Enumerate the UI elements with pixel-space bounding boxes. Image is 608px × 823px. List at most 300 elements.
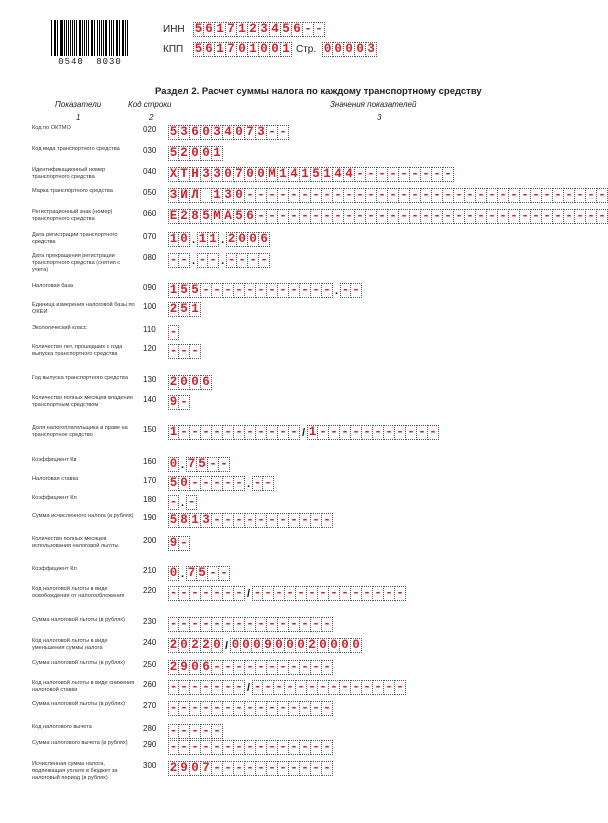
- field-cell[interactable]: -: [256, 660, 267, 675]
- field-cells[interactable]: [168, 302, 201, 317]
- field-cell[interactable]: 3: [212, 125, 223, 140]
- field-cell[interactable]: -: [201, 476, 212, 491]
- field-cells[interactable]: [168, 167, 454, 182]
- field-cell[interactable]: -: [384, 680, 395, 695]
- field-cells[interactable]: [168, 617, 333, 632]
- field-cell[interactable]: -: [223, 680, 234, 695]
- field-cell[interactable]: -: [417, 425, 428, 440]
- field-cell[interactable]: -: [322, 209, 333, 224]
- field-cell[interactable]: 2: [307, 638, 318, 653]
- field-cell[interactable]: 0: [237, 232, 248, 247]
- field-cell[interactable]: -: [289, 425, 300, 440]
- field-cell[interactable]: -: [388, 167, 399, 182]
- field-cell[interactable]: -: [253, 586, 262, 601]
- field-cell[interactable]: -: [267, 740, 278, 755]
- field-cell[interactable]: -: [179, 740, 190, 755]
- field-cell[interactable]: -: [234, 513, 245, 528]
- field-cell[interactable]: -: [234, 586, 245, 601]
- field-cell[interactable]: 5: [201, 209, 212, 224]
- field-cell[interactable]: -: [212, 513, 223, 528]
- field-cell[interactable]: -: [377, 209, 388, 224]
- field-cells[interactable]: [186, 495, 197, 510]
- field-cell[interactable]: -: [245, 701, 256, 716]
- field-cell[interactable]: 0: [190, 146, 201, 161]
- field-cells[interactable]: [168, 344, 201, 359]
- field-cell[interactable]: -: [597, 209, 608, 224]
- field-cell[interactable]: -: [169, 495, 178, 510]
- field-cell[interactable]: -: [289, 283, 300, 298]
- field-cell[interactable]: 7: [201, 761, 212, 776]
- field-cell[interactable]: -: [318, 586, 329, 601]
- field-cell[interactable]: -: [227, 253, 236, 268]
- field-cell[interactable]: -: [351, 586, 362, 601]
- field-cell[interactable]: 9: [179, 761, 190, 776]
- field-cell[interactable]: -: [395, 425, 406, 440]
- page-cells-cell[interactable]: 0: [344, 42, 355, 57]
- field-cell[interactable]: -: [208, 253, 219, 268]
- field-cell[interactable]: -: [366, 209, 377, 224]
- field-cell[interactable]: -: [190, 680, 201, 695]
- field-cell[interactable]: -: [289, 740, 300, 755]
- field-cell[interactable]: -: [531, 209, 542, 224]
- field-cell[interactable]: 2: [169, 302, 178, 317]
- field-cell[interactable]: -: [179, 617, 190, 632]
- field-cell[interactable]: -: [322, 188, 333, 203]
- kpp-cells-cell[interactable]: 7: [226, 42, 237, 57]
- field-cell[interactable]: -: [259, 253, 270, 268]
- field-cell[interactable]: -: [223, 701, 234, 716]
- field-cell[interactable]: -: [198, 253, 207, 268]
- field-cell[interactable]: -: [362, 425, 373, 440]
- field-cell[interactable]: -: [212, 724, 223, 739]
- field-cell[interactable]: -: [377, 167, 388, 182]
- field-cell[interactable]: -: [311, 701, 322, 716]
- field-cell[interactable]: 3: [201, 167, 212, 182]
- field-cell[interactable]: 1: [169, 283, 178, 298]
- field-cells[interactable]: [197, 253, 219, 268]
- field-cell[interactable]: 0: [179, 232, 190, 247]
- field-cell[interactable]: -: [553, 209, 564, 224]
- field-cell[interactable]: -: [344, 209, 355, 224]
- field-cell[interactable]: -: [586, 188, 597, 203]
- field-cells[interactable]: [197, 232, 219, 247]
- field-cell[interactable]: 2: [169, 761, 178, 776]
- field-cell[interactable]: 3: [256, 125, 267, 140]
- field-cell[interactable]: -: [384, 425, 395, 440]
- field-cell[interactable]: -: [410, 209, 421, 224]
- field-cell[interactable]: -: [362, 680, 373, 695]
- field-cells[interactable]: [168, 701, 333, 716]
- field-cell[interactable]: -: [234, 680, 245, 695]
- field-cell[interactable]: 3: [212, 167, 223, 182]
- field-cell[interactable]: -: [234, 617, 245, 632]
- field-cell[interactable]: -: [542, 209, 553, 224]
- field-cell[interactable]: -: [245, 617, 256, 632]
- field-cell[interactable]: -: [377, 188, 388, 203]
- field-cell[interactable]: 6: [190, 125, 201, 140]
- field-cell[interactable]: -: [307, 680, 318, 695]
- field-cell[interactable]: -: [256, 740, 267, 755]
- field-cell[interactable]: -: [245, 283, 256, 298]
- field-cell[interactable]: -: [443, 188, 454, 203]
- field-cell[interactable]: -: [476, 209, 487, 224]
- field-cell[interactable]: -: [223, 476, 234, 491]
- field-cell[interactable]: И: [179, 188, 190, 203]
- field-cell[interactable]: -: [432, 209, 443, 224]
- page-cells-cell[interactable]: 3: [366, 42, 377, 57]
- field-cell[interactable]: -: [212, 476, 223, 491]
- field-cell[interactable]: -: [373, 586, 384, 601]
- field-cell[interactable]: -: [278, 701, 289, 716]
- field-cell[interactable]: 0: [285, 638, 296, 653]
- field-cell[interactable]: 2: [179, 209, 190, 224]
- field-cell[interactable]: -: [223, 740, 234, 755]
- field-cell[interactable]: -: [322, 740, 333, 755]
- field-cell[interactable]: -: [289, 617, 300, 632]
- field-cell[interactable]: 0: [234, 188, 245, 203]
- field-cell[interactable]: 1: [278, 167, 289, 182]
- field-cell[interactable]: -: [256, 761, 267, 776]
- field-cell[interactable]: -: [355, 167, 366, 182]
- field-cell[interactable]: 1: [212, 188, 223, 203]
- field-cell[interactable]: -: [179, 253, 190, 268]
- field-cell[interactable]: -: [395, 680, 406, 695]
- field-cell[interactable]: 0: [223, 167, 234, 182]
- field-cell[interactable]: 0: [212, 638, 223, 653]
- inn-cells-cell[interactable]: 1: [237, 22, 248, 37]
- field-cells[interactable]: [168, 125, 289, 140]
- field-cell[interactable]: -: [278, 761, 289, 776]
- field-cell[interactable]: -: [245, 660, 256, 675]
- field-cell[interactable]: -: [289, 209, 300, 224]
- field-cell[interactable]: А: [223, 209, 234, 224]
- field-cell[interactable]: -: [329, 680, 340, 695]
- field-cell[interactable]: 8: [190, 209, 201, 224]
- field-cell[interactable]: -: [267, 513, 278, 528]
- field-cell[interactable]: -: [564, 209, 575, 224]
- field-cell[interactable]: 2: [169, 638, 178, 653]
- field-cell[interactable]: -: [169, 325, 178, 340]
- field-cell[interactable]: -: [212, 680, 223, 695]
- field-cell[interactable]: -: [263, 680, 274, 695]
- field-cell[interactable]: -: [465, 188, 476, 203]
- field-cell[interactable]: -: [476, 188, 487, 203]
- field-cell[interactable]: Е: [169, 209, 178, 224]
- field-cell[interactable]: -: [201, 740, 212, 755]
- field-cell[interactable]: 7: [245, 125, 256, 140]
- field-cell[interactable]: 5: [197, 566, 208, 581]
- field-cell[interactable]: -: [201, 283, 212, 298]
- field-cell[interactable]: -: [399, 188, 410, 203]
- field-cells[interactable]: [168, 680, 245, 695]
- field-cell[interactable]: -: [212, 586, 223, 601]
- field-cell[interactable]: -: [212, 617, 223, 632]
- field-cell[interactable]: Н: [190, 167, 201, 182]
- field-cell[interactable]: 2: [169, 660, 178, 675]
- field-cell[interactable]: 0: [329, 638, 340, 653]
- field-cell[interactable]: -: [509, 188, 520, 203]
- field-cell[interactable]: -: [285, 586, 296, 601]
- field-cell[interactable]: -: [575, 188, 586, 203]
- page-cells-cell[interactable]: 0: [323, 42, 332, 57]
- field-cell[interactable]: -: [322, 761, 333, 776]
- field-cell[interactable]: -: [278, 125, 289, 140]
- field-cell[interactable]: -: [311, 740, 322, 755]
- field-cell[interactable]: -: [190, 344, 201, 359]
- field-cell[interactable]: -: [256, 188, 267, 203]
- field-cell[interactable]: -: [355, 209, 366, 224]
- field-cell[interactable]: -: [520, 209, 531, 224]
- field-cell[interactable]: -: [520, 188, 531, 203]
- field-cell[interactable]: -: [278, 513, 289, 528]
- field-cell[interactable]: -: [245, 740, 256, 755]
- field-cell[interactable]: -: [278, 617, 289, 632]
- field-cell[interactable]: 1: [300, 167, 311, 182]
- field-cell[interactable]: 2: [227, 232, 236, 247]
- field-cell[interactable]: -: [454, 188, 465, 203]
- field-cell[interactable]: -: [384, 586, 395, 601]
- field-cell[interactable]: -: [421, 209, 432, 224]
- field-cell[interactable]: -: [278, 209, 289, 224]
- field-cell[interactable]: -: [190, 476, 201, 491]
- kpp-cells-cell[interactable]: 6: [204, 42, 215, 57]
- field-cell[interactable]: М: [267, 167, 278, 182]
- field-cell[interactable]: 8: [179, 513, 190, 528]
- field-cell[interactable]: 0: [179, 638, 190, 653]
- field-cells[interactable]: [168, 586, 245, 601]
- field-cell[interactable]: 7: [187, 566, 196, 581]
- field-cell[interactable]: -: [274, 586, 285, 601]
- field-cell[interactable]: -: [212, 740, 223, 755]
- field-cell[interactable]: 1: [308, 425, 317, 440]
- field-cell[interactable]: -: [219, 566, 230, 581]
- field-cell[interactable]: -: [179, 724, 190, 739]
- field-cell[interactable]: -: [267, 188, 278, 203]
- field-cells[interactable]: [168, 660, 333, 675]
- field-cell[interactable]: 0: [340, 638, 351, 653]
- field-cell[interactable]: -: [289, 660, 300, 675]
- field-cell[interactable]: -: [201, 425, 212, 440]
- field-cell[interactable]: -: [179, 701, 190, 716]
- field-cells[interactable]: [226, 232, 270, 247]
- field-cells[interactable]: [186, 457, 230, 472]
- kpp-cells-cell[interactable]: 0: [237, 42, 248, 57]
- field-cell[interactable]: -: [300, 283, 311, 298]
- field-cell[interactable]: -: [443, 167, 454, 182]
- field-cell[interactable]: -: [253, 476, 262, 491]
- inn-cells-cell[interactable]: 4: [270, 22, 281, 37]
- inn-cells-cell[interactable]: 7: [226, 22, 237, 37]
- field-cell[interactable]: 1: [169, 232, 178, 247]
- field-cell[interactable]: -: [300, 617, 311, 632]
- field-cell[interactable]: -: [300, 513, 311, 528]
- field-cell[interactable]: -: [179, 680, 190, 695]
- field-cell[interactable]: -: [267, 125, 278, 140]
- field-cell[interactable]: 0: [248, 232, 259, 247]
- field-cells[interactable]: [230, 638, 362, 653]
- field-cell[interactable]: -: [190, 724, 201, 739]
- field-cell[interactable]: -: [586, 209, 597, 224]
- field-cell[interactable]: -: [267, 209, 278, 224]
- field-cell[interactable]: -: [289, 513, 300, 528]
- field-cell[interactable]: -: [333, 209, 344, 224]
- field-cells[interactable]: [252, 586, 406, 601]
- field-cell[interactable]: -: [267, 425, 278, 440]
- field-cell[interactable]: -: [410, 167, 421, 182]
- field-cell[interactable]: -: [212, 761, 223, 776]
- page-cells[interactable]: [322, 42, 377, 57]
- field-cells[interactable]: [168, 325, 179, 340]
- field-cell[interactable]: 0: [179, 476, 190, 491]
- field-cell[interactable]: -: [300, 660, 311, 675]
- field-cell[interactable]: 0: [234, 125, 245, 140]
- field-cell[interactable]: -: [322, 701, 333, 716]
- field-cell[interactable]: 0: [190, 660, 201, 675]
- kpp-cells-cell[interactable]: 0: [259, 42, 270, 57]
- field-cells[interactable]: [168, 457, 179, 472]
- field-cell[interactable]: М: [212, 209, 223, 224]
- field-cell[interactable]: -: [208, 566, 219, 581]
- field-cell[interactable]: -: [296, 586, 307, 601]
- field-cell[interactable]: -: [190, 425, 201, 440]
- field-cell[interactable]: 7: [234, 167, 245, 182]
- field-cell[interactable]: -: [169, 701, 178, 716]
- field-cells[interactable]: [168, 740, 333, 755]
- field-cell[interactable]: -: [322, 513, 333, 528]
- field-cell[interactable]: -: [190, 701, 201, 716]
- field-cell[interactable]: -: [300, 188, 311, 203]
- field-cell[interactable]: -: [318, 425, 329, 440]
- kpp-cells-cell[interactable]: 1: [281, 42, 292, 57]
- field-cell[interactable]: -: [311, 617, 322, 632]
- field-cell[interactable]: -: [454, 209, 465, 224]
- field-cell[interactable]: -: [245, 761, 256, 776]
- field-cell[interactable]: -: [179, 536, 190, 551]
- field-cell[interactable]: -: [388, 188, 399, 203]
- field-cell[interactable]: -: [487, 188, 498, 203]
- field-cell[interactable]: -: [212, 660, 223, 675]
- field-cell[interactable]: -: [256, 425, 267, 440]
- field-cell[interactable]: -: [373, 680, 384, 695]
- field-cell[interactable]: З: [169, 188, 178, 203]
- field-cell[interactable]: -: [201, 586, 212, 601]
- field-cell[interactable]: 4: [289, 167, 300, 182]
- field-cells[interactable]: [168, 283, 333, 298]
- field-cells[interactable]: [168, 566, 179, 581]
- field-cell[interactable]: -: [311, 660, 322, 675]
- field-cell[interactable]: 5: [190, 283, 201, 298]
- field-cell[interactable]: -: [253, 680, 262, 695]
- field-cell[interactable]: 6: [259, 232, 270, 247]
- field-cell[interactable]: -: [487, 209, 498, 224]
- field-cell[interactable]: 0: [231, 638, 240, 653]
- inn-cells-cell[interactable]: 1: [215, 22, 226, 37]
- field-cell[interactable]: -: [564, 188, 575, 203]
- field-cell[interactable]: -: [322, 283, 333, 298]
- field-cell[interactable]: -: [169, 680, 178, 695]
- field-cell[interactable]: -: [340, 425, 351, 440]
- field-cell[interactable]: 0: [169, 566, 178, 581]
- field-cells[interactable]: [252, 476, 274, 491]
- field-cell[interactable]: -: [421, 167, 432, 182]
- field-cell[interactable]: -: [285, 680, 296, 695]
- field-cell[interactable]: -: [219, 457, 230, 472]
- field-cell[interactable]: 0: [252, 638, 263, 653]
- field-cell[interactable]: Т: [179, 167, 190, 182]
- field-cell[interactable]: 4: [344, 167, 355, 182]
- field-cell[interactable]: -: [223, 513, 234, 528]
- field-cell[interactable]: 1: [212, 146, 223, 161]
- field-cell[interactable]: -: [223, 425, 234, 440]
- field-cell[interactable]: -: [329, 586, 340, 601]
- field-cell[interactable]: 3: [201, 513, 212, 528]
- field-cell[interactable]: -: [575, 209, 586, 224]
- field-cell[interactable]: -: [179, 586, 190, 601]
- field-cell[interactable]: -: [245, 513, 256, 528]
- field-cell[interactable]: -: [406, 425, 417, 440]
- field-cell[interactable]: -: [234, 740, 245, 755]
- field-cell[interactable]: -: [322, 617, 333, 632]
- field-cell[interactable]: -: [256, 617, 267, 632]
- field-cell[interactable]: -: [179, 425, 190, 440]
- field-cell[interactable]: -: [498, 188, 509, 203]
- field-cell[interactable]: -: [212, 701, 223, 716]
- field-cell[interactable]: -: [234, 476, 245, 491]
- page-cells-cell[interactable]: 0: [355, 42, 366, 57]
- field-cells[interactable]: [168, 513, 333, 528]
- field-cell[interactable]: 5: [234, 209, 245, 224]
- field-cell[interactable]: 0: [296, 638, 307, 653]
- field-cell[interactable]: -: [399, 167, 410, 182]
- field-cell[interactable]: -: [245, 188, 256, 203]
- field-cell[interactable]: -: [256, 283, 267, 298]
- field-cell[interactable]: -: [300, 740, 311, 755]
- field-cells[interactable]: [340, 283, 362, 298]
- inn-cells-cell[interactable]: 3: [259, 22, 270, 37]
- field-cell[interactable]: -: [432, 167, 443, 182]
- field-cell[interactable]: -: [428, 425, 439, 440]
- field-cell[interactable]: 5: [169, 125, 178, 140]
- field-cell[interactable]: -: [278, 283, 289, 298]
- field-cell[interactable]: -: [296, 680, 307, 695]
- kpp-cells-cell[interactable]: 0: [270, 42, 281, 57]
- field-cell[interactable]: 5: [169, 146, 178, 161]
- field-cell[interactable]: -: [311, 761, 322, 776]
- field-cell[interactable]: 6: [201, 375, 212, 390]
- field-cell[interactable]: 3: [179, 125, 190, 140]
- field-cell[interactable]: -: [322, 660, 333, 675]
- field-cell[interactable]: 1: [190, 513, 201, 528]
- field-cell[interactable]: -: [399, 209, 410, 224]
- field-cell[interactable]: 3: [223, 188, 234, 203]
- field-cell[interactable]: -: [223, 761, 234, 776]
- inn-cells-cell[interactable]: 5: [194, 22, 203, 37]
- field-cell[interactable]: -: [498, 209, 509, 224]
- field-cells[interactable]: [168, 209, 608, 224]
- field-cells[interactable]: [186, 566, 230, 581]
- inn-cells-cell[interactable]: 6: [292, 22, 303, 37]
- field-cell[interactable]: -: [340, 680, 351, 695]
- field-cell[interactable]: -: [351, 425, 362, 440]
- field-cell[interactable]: Л: [190, 188, 201, 203]
- field-cell[interactable]: 9: [169, 395, 178, 410]
- field-cell[interactable]: 0: [274, 638, 285, 653]
- field-cell[interactable]: -: [300, 701, 311, 716]
- field-cell[interactable]: -: [366, 188, 377, 203]
- field-cell[interactable]: -: [267, 701, 278, 716]
- field-cell[interactable]: 2: [179, 146, 190, 161]
- field-cell[interactable]: -: [267, 660, 278, 675]
